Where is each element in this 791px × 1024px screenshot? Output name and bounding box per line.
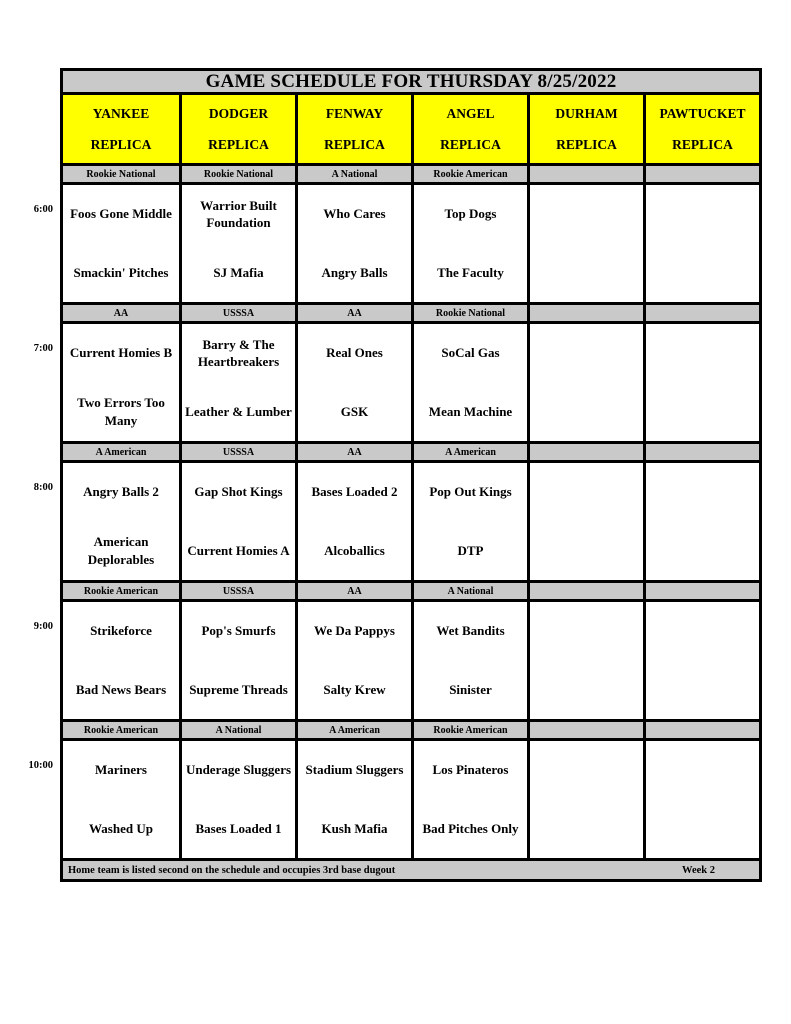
game-cell — [295, 741, 411, 858]
game-cell — [411, 463, 527, 580]
visitor-team: Stadium Sluggers — [305, 762, 404, 778]
home-team — [530, 522, 643, 581]
home-team: American Deplorables — [87, 534, 155, 567]
schedule-table — [28, 68, 762, 882]
game-cell — [63, 463, 179, 580]
league-cell: A American — [63, 444, 179, 460]
game-cell — [411, 602, 527, 719]
home-team — [646, 800, 759, 859]
home-team — [646, 661, 759, 720]
visitor-team — [646, 324, 759, 383]
visitor-team: Top Dogs — [444, 206, 497, 222]
visitor-team: Mariners — [95, 762, 147, 778]
visitor-team: Foos Gone Middle — [70, 206, 172, 222]
field-sub: REPLICA — [324, 136, 385, 152]
game-cell — [411, 185, 527, 302]
field-name: ANGEL — [446, 105, 495, 121]
game-cell — [179, 463, 295, 580]
visitor-team — [530, 602, 643, 661]
visitor-team: We Da Pappys — [314, 623, 395, 639]
home-team: Alcoballics — [324, 542, 385, 558]
visitor-team: Pop's Smurfs — [201, 623, 276, 639]
league-cell: Rookie American — [411, 722, 527, 738]
time-block-9 — [33, 580, 759, 719]
home-team: Leather & Lumber — [185, 403, 292, 419]
home-team: Two Errors Too Many — [77, 395, 165, 428]
game-row — [63, 738, 759, 858]
visitor-team: Current Homies B — [69, 345, 173, 361]
league-cell: AA — [295, 583, 411, 599]
home-team — [530, 800, 643, 859]
time-block-7 — [33, 302, 759, 441]
time-block-8 — [33, 441, 759, 580]
league-row — [63, 719, 759, 738]
time-label: 10:00 — [28, 760, 53, 771]
league-cell — [643, 305, 759, 321]
column-header-durham — [527, 95, 643, 163]
game-cell — [527, 602, 643, 719]
visitor-team — [646, 602, 759, 661]
header-row — [63, 92, 759, 163]
game-cell — [643, 602, 759, 719]
field-name: DODGER — [208, 105, 269, 121]
home-team: SJ Mafia — [213, 264, 264, 280]
visitor-team: Real Ones — [326, 345, 383, 361]
game-row — [63, 460, 759, 580]
home-team: DTP — [457, 542, 484, 558]
league-row — [63, 580, 759, 599]
league-cell: Rookie American — [411, 166, 527, 182]
game-cell — [527, 741, 643, 858]
league-cell: Rookie National — [63, 166, 179, 182]
home-team: Sinister — [449, 681, 492, 697]
visitor-team — [646, 741, 759, 800]
league-cell: Rookie National — [179, 166, 295, 182]
game-cell — [411, 741, 527, 858]
home-team: Supreme Threads — [189, 681, 288, 697]
home-team: The Faculty — [437, 264, 504, 280]
league-cell — [643, 444, 759, 460]
home-team: Smackin' Pitches — [73, 264, 169, 280]
game-cell — [179, 324, 295, 441]
home-team — [646, 383, 759, 442]
game-cell — [179, 741, 295, 858]
field-name: FENWAY — [325, 105, 384, 121]
home-team: Mean Machine — [428, 403, 513, 419]
league-cell — [643, 166, 759, 182]
visitor-team — [646, 463, 759, 522]
footer-row — [63, 858, 759, 879]
game-row — [63, 321, 759, 441]
league-cell — [527, 583, 643, 599]
home-team: Kush Mafia — [321, 820, 388, 836]
visitor-team: Underage Sluggers — [185, 762, 292, 778]
game-cell — [295, 602, 411, 719]
visitor-team: Wet Bandits — [436, 623, 505, 639]
home-team: Bad News Bears — [75, 681, 167, 697]
field-name: DURHAM — [555, 105, 618, 121]
league-cell: A National — [411, 583, 527, 599]
home-team: Bad Pitches Only — [422, 820, 519, 836]
field-sub: REPLICA — [556, 136, 617, 152]
week-label: Week 2 — [682, 864, 715, 876]
league-cell: USSSA — [179, 305, 295, 321]
home-team: Salty Krew — [323, 681, 386, 697]
game-cell — [643, 185, 759, 302]
time-label: 9:00 — [33, 621, 53, 632]
visitor-team: Strikeforce — [90, 623, 152, 639]
visitor-team: SoCal Gas — [441, 345, 500, 361]
visitor-team: Who Cares — [323, 206, 386, 222]
column-header-pawtucket — [643, 95, 759, 163]
game-row — [63, 182, 759, 302]
game-cell — [63, 602, 179, 719]
game-cell — [643, 463, 759, 580]
league-cell — [643, 722, 759, 738]
game-cell — [411, 324, 527, 441]
column-header-angel — [411, 95, 527, 163]
game-cell — [527, 463, 643, 580]
league-cell: Rookie American — [63, 583, 179, 599]
game-cell — [527, 185, 643, 302]
schedule-title: GAME SCHEDULE FOR THURSDAY 8/25/2022 — [63, 71, 759, 92]
home-team: GSK — [340, 403, 369, 419]
visitor-team: Los Pinateros — [432, 762, 509, 778]
game-cell — [63, 741, 179, 858]
game-cell — [643, 324, 759, 441]
home-team: Angry Balls — [321, 264, 388, 280]
game-row — [63, 599, 759, 719]
column-header-fenway — [295, 95, 411, 163]
game-cell — [63, 185, 179, 302]
visitor-team: Warrior Built Foundation — [200, 197, 277, 231]
time-label: 8:00 — [33, 482, 53, 493]
field-sub: REPLICA — [672, 136, 733, 152]
league-cell — [527, 722, 643, 738]
game-cell — [527, 324, 643, 441]
home-team — [530, 383, 643, 442]
league-row — [63, 163, 759, 182]
column-header-yankee — [63, 95, 179, 163]
league-cell — [527, 166, 643, 182]
field-sub: REPLICA — [208, 136, 269, 152]
visitor-team: Gap Shot Kings — [194, 484, 283, 500]
league-cell: AA — [295, 444, 411, 460]
time-label: 7:00 — [33, 343, 53, 354]
league-cell: A National — [295, 166, 411, 182]
league-cell — [527, 305, 643, 321]
field-sub: REPLICA — [90, 136, 152, 152]
league-cell — [527, 444, 643, 460]
footer-note: Home team is listed second on the schedule and occupies 3rd base dugout — [68, 864, 396, 876]
league-cell: A American — [411, 444, 527, 460]
game-cell — [295, 463, 411, 580]
time-label: 6:00 — [33, 204, 53, 215]
game-cell — [295, 324, 411, 441]
visitor-team: Bases Loaded 2 — [311, 484, 398, 500]
game-cell — [63, 324, 179, 441]
league-cell: AA — [63, 305, 179, 321]
visitor-team — [530, 185, 643, 244]
home-team: Bases Loaded 1 — [195, 820, 282, 836]
home-team — [646, 244, 759, 303]
visitor-team — [530, 324, 643, 383]
league-cell: Rookie American — [63, 722, 179, 738]
time-block-6 — [33, 163, 759, 302]
league-cell: Rookie National — [411, 305, 527, 321]
time-block-10 — [28, 719, 759, 858]
league-cell: USSSA — [179, 583, 295, 599]
game-cell — [295, 185, 411, 302]
game-cell — [643, 741, 759, 858]
league-cell — [643, 583, 759, 599]
field-sub: REPLICA — [440, 136, 501, 152]
home-team — [530, 244, 643, 303]
league-cell: AA — [295, 305, 411, 321]
game-cell — [179, 602, 295, 719]
visitor-team: Barry & The Heartbreakers — [197, 336, 280, 370]
field-name: YANKEE — [92, 105, 150, 121]
visitor-team: Angry Balls 2 — [83, 484, 159, 500]
field-name: PAWTUCKET — [659, 105, 746, 121]
home-team — [530, 661, 643, 720]
league-cell: USSSA — [179, 444, 295, 460]
visitor-team — [530, 741, 643, 800]
game-cell — [179, 185, 295, 302]
league-cell: A American — [295, 722, 411, 738]
visitor-team: Pop Out Kings — [429, 484, 512, 500]
column-header-dodger — [179, 95, 295, 163]
league-row — [63, 441, 759, 460]
home-team: Current Homies A — [187, 542, 290, 558]
league-row — [63, 302, 759, 321]
visitor-team — [530, 463, 643, 522]
league-cell: A National — [179, 722, 295, 738]
home-team: Washed Up — [89, 820, 153, 836]
home-team — [646, 522, 759, 581]
visitor-team — [646, 185, 759, 244]
